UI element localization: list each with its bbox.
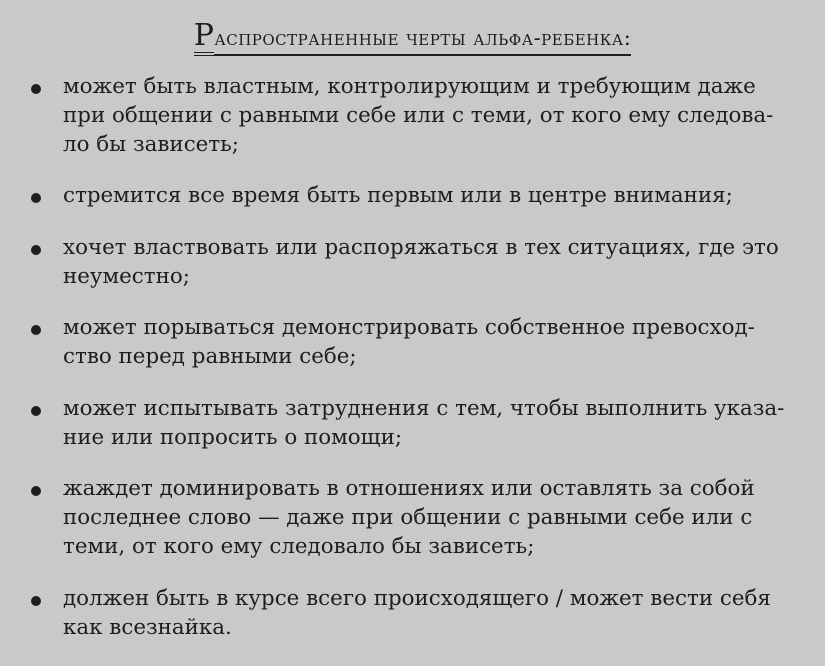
list-item-text: стремится все время быть первым или в центре внимания; <box>63 183 733 208</box>
bullet-icon <box>31 596 41 606</box>
title-first-letter: Р <box>193 18 215 53</box>
list-item-text: жаждет доминировать в отношениях или оставлять за собой последнее слово — даже при общении с равными себе или с теми, от кого ему следовало бы зависеть; <box>63 476 755 559</box>
title-rest: аспространенные черты альфа-ребенка: <box>214 22 631 55</box>
section-title <box>0 20 825 56</box>
list-item-text: может порываться демонстрировать собственное превосход- ство перед равными себе; <box>63 315 755 369</box>
list-item-text: может испытывать затруднения с тем, чтобы выполнить указа- ние или попросить о помощи; <box>63 396 785 450</box>
bullet-icon <box>31 245 41 255</box>
section-title-text <box>194 20 632 56</box>
list-item-text: должен быть в курсе всего происходящего / может вести себя как всезнайка. <box>63 586 771 640</box>
bullet-icon <box>31 84 41 94</box>
bullet-icon <box>31 406 41 416</box>
list-item-text: может быть властным, контролирующим и требующим даже при общении с равными себе или с теми, от кого ему следова- ло бы зависеть; <box>63 74 774 157</box>
list-item-text: хочет властвовать или распоряжаться в тех ситуациях, где это неуместно; <box>63 235 779 289</box>
bullet-icon <box>31 193 41 203</box>
bullet-icon <box>31 486 41 496</box>
bullet-icon <box>31 325 41 335</box>
